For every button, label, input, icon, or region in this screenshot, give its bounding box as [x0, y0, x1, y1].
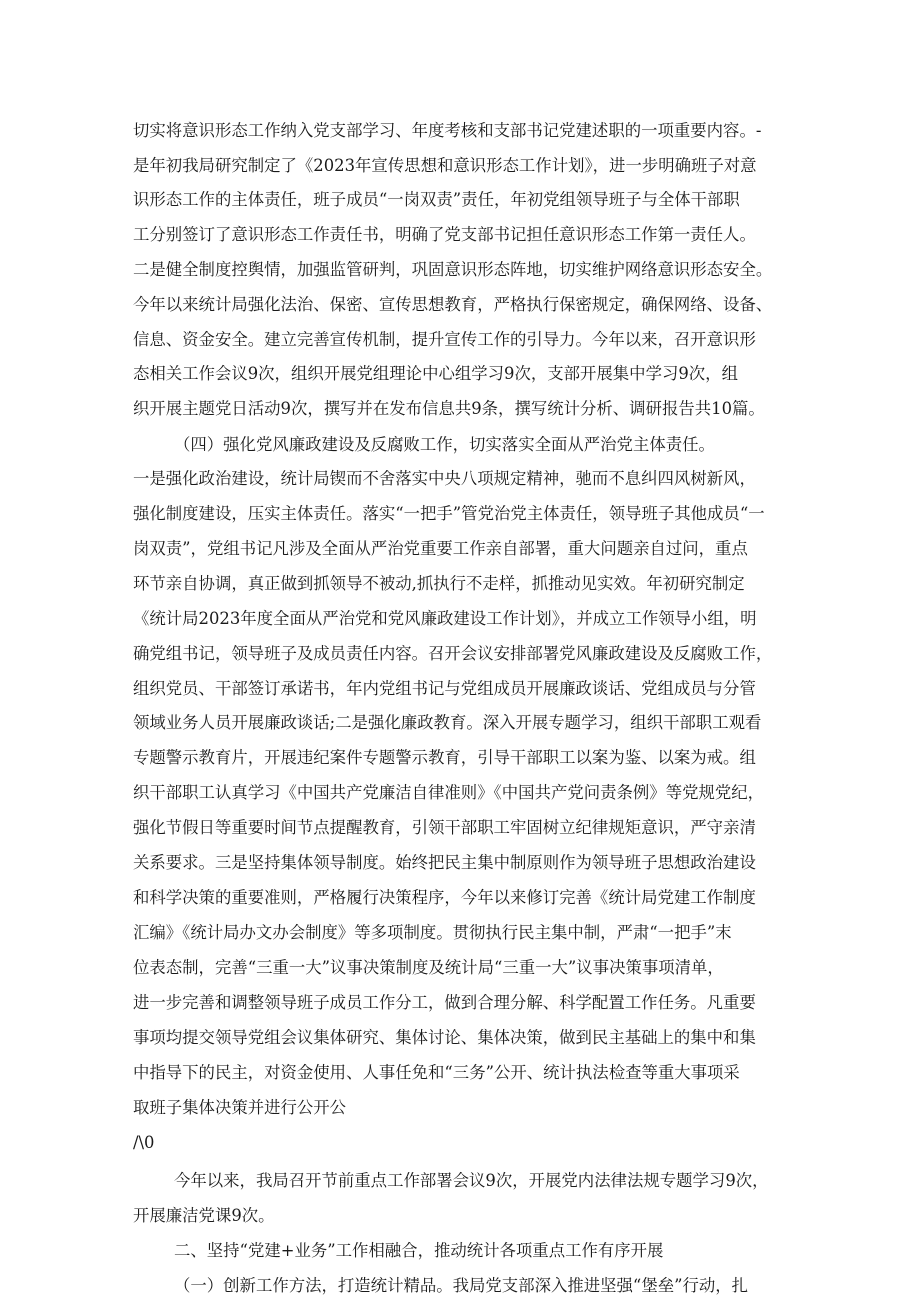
text-line: 环节亲自协调，真正做到抓领导不被动,抓执行不走样，抓推动见实效。年初研究制定: [133, 574, 745, 593]
text-line: 二是健全制度控舆情，加强监管研判，巩固意识形态阵地，切实维护网络意识形态安全。: [133, 260, 773, 279]
text-line: 是年初我局研究制定了《2023年宣传思想和意识形态工作计划》，进一步明确班子对意: [133, 156, 757, 175]
text-line: 事项均提交领导党组会议集体研究、集体讨论、集体决策，做到民主基础上的集中和集: [133, 1028, 756, 1047]
text-line: 中指导下的民主，对资金使用、人事任免和“三务”公开、统计执法检查等重大事项采: [133, 1063, 740, 1082]
text-line: 强化节假日等重要时间节点提醒教育，引领干部职工牢固树立纪律规矩意识，严守亲清: [133, 818, 756, 837]
text-line: 强化制度建设，压实主体责任。落实“一把手”管党治党主体责任，领导班子其他成员“一: [133, 504, 765, 523]
text-line: 工分别签订了意识形态工作责任书，明确了党支部书记担任意识形态工作第一责任人。: [133, 225, 756, 244]
text-line: 今年以来，我局召开节前重点工作部署会议9次，开展党内法律法规专题学习9次，: [174, 1171, 769, 1190]
section-heading: 二、坚持“党建+业务”工作相融合，推动统计各项重点工作有序开展: [174, 1241, 664, 1260]
text-line: 专题警示教育片，开展违纪案件专题警示教育，引导干部职工以案为鉴、以案为戒。组: [133, 748, 756, 767]
text-line: 和科学决策的重要准则，严格履行决策程序，今年以来修订完善《统计局党建工作制度: [133, 888, 756, 907]
text-line: 一是强化政治建设，统计局锲而不舍落实中央八项规定精神，驰而不息纠四风树新风，: [133, 469, 756, 488]
text-line: 汇编》《统计局办文办会制度》等多项制度。贯彻执行民主集中制，严肃“一把手”末: [133, 923, 732, 942]
text-line: 态相关工作会议9次，组织开展党组理论中心组学习9次，支部开展集中学习9次，组: [133, 364, 738, 383]
section-heading: （四）强化党风廉政建设及反腐败工作，切实落实全面从严治党主体责任。: [174, 435, 715, 454]
text-line: /\0: [133, 1133, 155, 1152]
text-line: 取班子集体决策并进行公开公: [133, 1098, 347, 1117]
text-line: 织开展主题党日活动9次，撰写并在发布信息共9条，撰写统计分析、调研报告共10篇。: [133, 399, 765, 418]
text-line: 切实将意识形态工作纳入党支部学习、年度考核和支部书记党建述职的一项重要内容。-: [133, 121, 762, 140]
text-line: 组织党员、干部签订承诺书，年内党组书记与党组成员开展廉政谈话、党组成员与分管: [133, 679, 756, 698]
text-line: 识形态工作的主体责任，班子成员“一岗双责”责任，年初党组领导班子与全体干部职: [133, 190, 740, 209]
text-line: 位表态制，完善“三重一大”议事决策制度及统计局“三重一大”议事决策事项清单，: [133, 958, 724, 977]
text-line: 关系要求。三是坚持集体领导制度。始终把民主集中制原则作为领导班子思想政治建设: [133, 853, 756, 872]
subsection-heading: （一）创新工作方法，打造统计精品。我局党支部深入推进坚强“堡垒”行动，扎: [174, 1276, 749, 1295]
text-line: 岗双责”，党组书记凡涉及全面从严治党重要工作亲自部署，重大问题亲自过问，重点: [133, 539, 748, 558]
text-line: 开展廉洁党课9次。: [133, 1206, 275, 1225]
text-line: 进一步完善和调整领导班子成员工作分工，做到合理分解、科学配置工作任务。凡重要: [133, 993, 756, 1012]
text-line: 信息、资金安全。建立完善宣传机制，提升宣传工作的引导力。今年以来，召开意识形: [133, 330, 756, 349]
text-line: 《统计局2023年度全面从严治党和党风廉政建设工作计划》，并成立工作领导小组，明: [133, 609, 757, 628]
text-line: 织干部职工认真学习《中国共产党廉洁自律准则》《中国共产党问责条例》等党规党纪，: [133, 783, 765, 802]
text-line: 领域业务人员开展廉政谈话;二是强化廉政教育。深入开展专题学习，组织干部职工观看: [133, 713, 762, 732]
text-line: 今年以来统计局强化法治、保密、宣传思想教育，严格执行保密规定，确保网络、设备、: [133, 295, 773, 314]
text-line: 确党组书记，领导班子及成员责任内容。召开会议安排部署党风廉政建设及反腐败工作，: [133, 644, 773, 663]
